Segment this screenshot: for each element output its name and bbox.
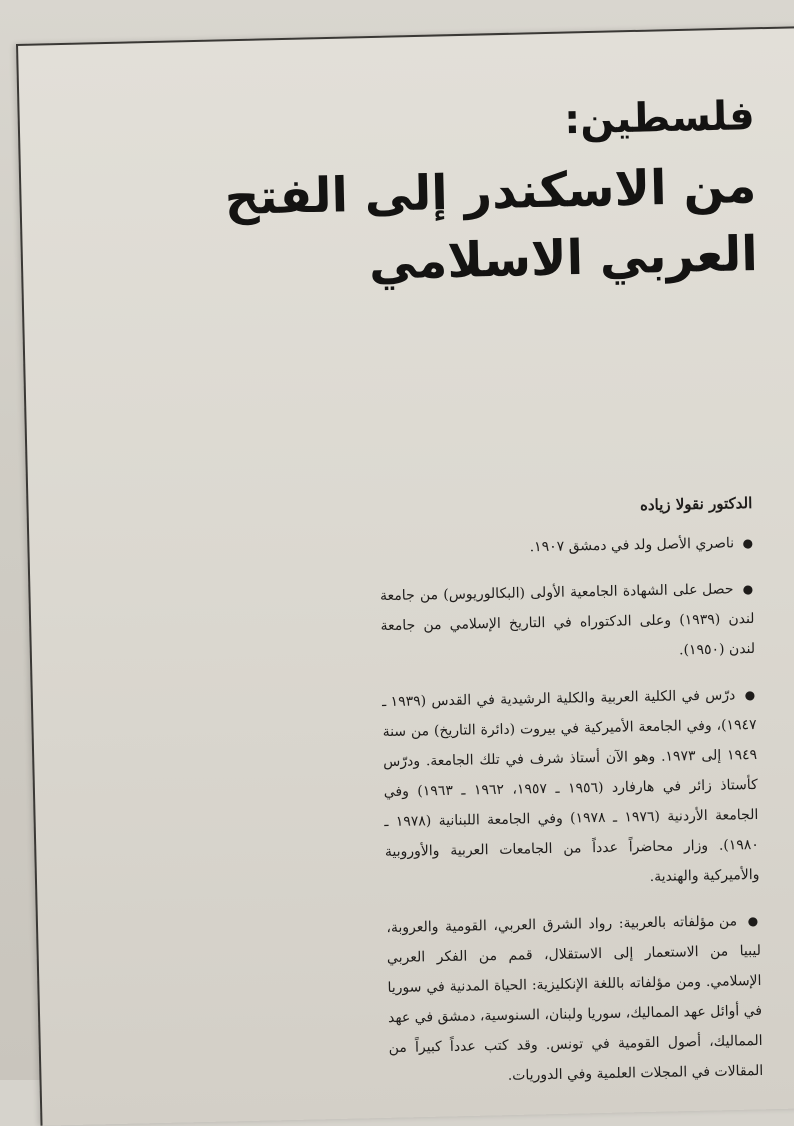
bullet-icon: ● (747, 913, 761, 929)
bullet-icon: ● (744, 687, 757, 703)
bio-text: ناصري الأصل ولد في دمشق ١٩٠٧. (529, 535, 735, 556)
bio-paragraph (380, 574, 756, 671)
bio-text: من مؤلفاته بالعربية: رواد الشرق العربي، القومية والعروبة، ليبيا من الاستعمار إلى الاستقلال، قمم من الفكر العربي الإسلامي. ومن مؤلفاته باللغة الإنكليزية: الحياة المدنية في سوريا في أوائل عهد المماليك، سوريا ولبنان، السنوسية، دمشق في عهد المماليك، أصول القومية في تونس. وقد كتب عدداً كبيراً من المقالات في المجلات العلمية وفي الدوريات. (386, 913, 764, 1084)
bio-text: درّس في الكلية العربية والكلية الرشيدية في القدس (١٩٣٩ ـ ١٩٤٧)، وفي الجامعة الأميركية في بيروت (دائرة التاريخ) من سنة ١٩٤٩ إلى ١٩٧٣. وهو الآن أستاذ شرف في تلك الجامعة. ودرّس كأستاذ زائر في هارفارد (١٩٥٦ ـ ١٩٥٧، ١٩٦٢ ـ ١٩٦٣) وفي الجامعة الأردنية (١٩٧٦ ـ ١٩٧٨) وفي الجامعة اللبنانية (١٩٧٨ ـ ١٩٨٠). وزار محاضراً عدداً من الجامعات العربية والأوروبية والأميركية والهندية. (381, 687, 760, 886)
author-bio (378, 488, 764, 1109)
title-line-1: فلسطين: (563, 92, 756, 144)
bio-paragraph (386, 906, 763, 1093)
bio-paragraph (379, 528, 754, 565)
bio-paragraph (382, 680, 760, 897)
page-title (114, 88, 758, 302)
author-name: الدكتور نقولا زياده (639, 493, 753, 515)
title-line-2: من الاسكندر إلى الفتح العربي الاسلامي (224, 157, 759, 291)
bullet-icon: ● (742, 581, 755, 597)
bio-text: حصل على الشهادة الجامعية الأولى (البكالوريوس) من جامعة لندن (١٩٣٩) وعلى الدكتوراه في التاريخ الإسلامي من جامعة لندن (١٩٥٠). (379, 581, 756, 659)
bullet-icon: ● (742, 535, 754, 551)
